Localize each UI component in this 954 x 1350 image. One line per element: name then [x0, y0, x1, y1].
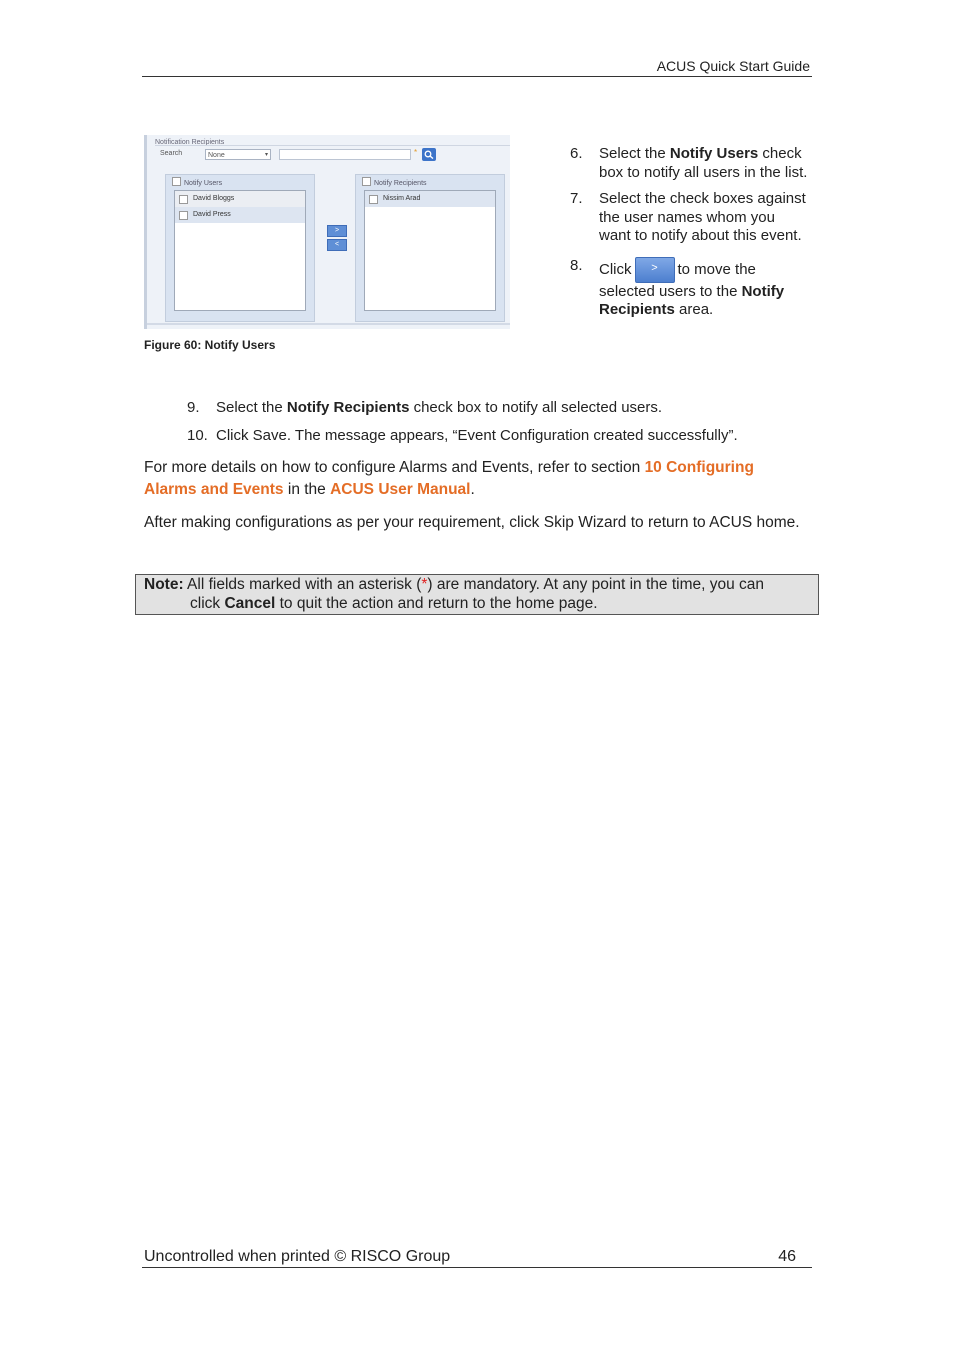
figure-caption: Figure 60: Notify Users	[144, 338, 276, 352]
group-title: Notification Recipients	[155, 139, 225, 146]
recipient-checkbox[interactable]	[369, 195, 378, 204]
search-button[interactable]	[422, 148, 436, 161]
figure-bottom-border	[147, 323, 510, 325]
recipients-list	[364, 190, 496, 311]
notify-users-title: Notify Users	[184, 180, 223, 187]
details-paragraph: For more details on how to configure Alarms and Events, refer to section 10 Configuring Alarms and Events in the ACUS User Manual.	[144, 459, 754, 498]
header-title: ACUS Quick Start Guide	[656, 58, 810, 74]
chevron-down-icon: ▾	[264, 152, 268, 158]
group-divider	[155, 145, 510, 146]
user-checkbox[interactable]	[179, 195, 188, 204]
manual-link[interactable]: ACUS User Manual	[330, 481, 471, 498]
move-right-inline-button: >	[635, 257, 675, 283]
list-item[interactable]: David Bloggs	[175, 191, 305, 207]
move-left-button[interactable]: <	[327, 239, 347, 251]
search-icon	[424, 150, 434, 159]
search-input[interactable]	[279, 149, 411, 160]
section-link[interactable]: 10 Configuring Alarms and Events	[144, 459, 754, 498]
notify-recipients-panel	[355, 174, 505, 322]
note-box: Note: All fields marked with an asterisk (*) are mandatory. At any point in the time, you can click Cancel to quit the action and return to the home page.	[135, 574, 819, 615]
list-item[interactable]: David Press	[175, 207, 305, 223]
step-7: 7. Select the check boxes against the user names whom you want to notify about this event.	[570, 190, 806, 244]
required-mark: *	[414, 148, 418, 157]
search-select-value: None	[208, 152, 225, 159]
steps-right	[570, 145, 810, 328]
notify-users-panel	[165, 174, 315, 322]
page-number: 46	[778, 1248, 796, 1265]
note-label: Note:	[144, 576, 184, 593]
users-list	[174, 190, 306, 311]
steps-left	[187, 399, 827, 455]
skip-wizard-paragraph: After making configurations as per your requirement, click Skip Wizard to return to ACUS home.	[144, 514, 800, 531]
notify-recipients-checkbox[interactable]	[362, 177, 371, 186]
page-header	[142, 56, 812, 77]
step-8: 8. Click > to move the selected users to the Notify Recipients area.	[570, 256, 785, 318]
footer-copyright: Uncontrolled when printed © RISCO Group	[144, 1248, 451, 1265]
asterisk-mark: *	[421, 576, 428, 593]
move-right-button[interactable]: >	[327, 225, 347, 237]
list-item[interactable]: Nissim Arad	[365, 191, 495, 207]
notify-users-figure	[144, 135, 510, 329]
notify-recipients-title: Notify Recipients	[374, 180, 427, 187]
search-label: Search	[160, 150, 183, 157]
user-checkbox[interactable]	[179, 211, 188, 220]
search-select[interactable]	[205, 149, 271, 160]
notify-users-checkbox[interactable]	[172, 177, 181, 186]
step-9: 9. Select the Notify Recipients check box to notify all selected users.	[187, 399, 663, 416]
step-10: 10. Click Save. The message appears, “Event Configuration created successfully”.	[187, 427, 738, 444]
step-6: 6. Select the Notify Users check box to notify all users in the list.	[570, 145, 808, 181]
page-footer	[142, 1246, 812, 1268]
